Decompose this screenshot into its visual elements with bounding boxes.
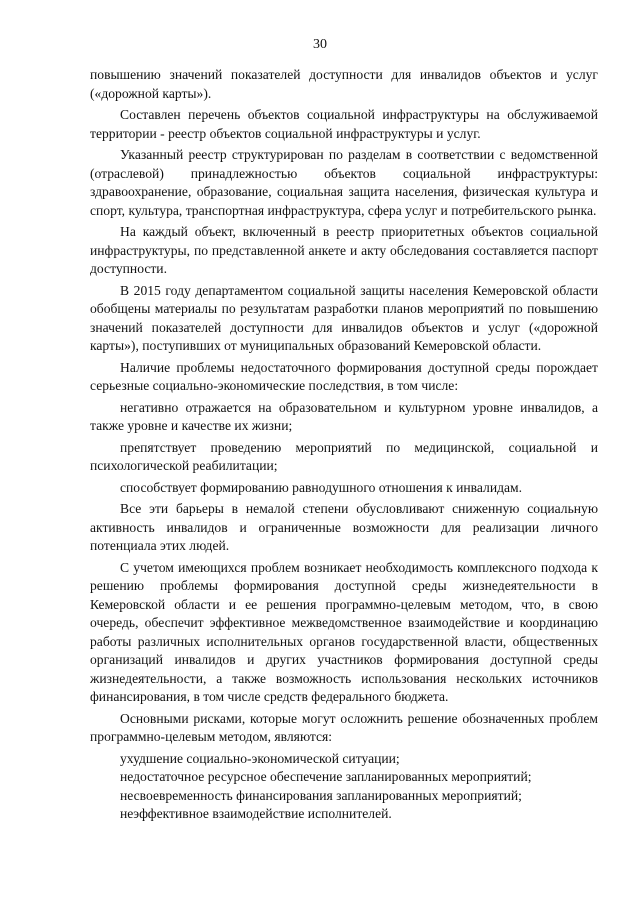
paragraph: Указанный реестр структурирован по разделам в соответствии с ведомственной (отраслевой) принадлежностью объектов социальной инфраструктуры: здравоохранение, образование, социальная защита населения, физическая культура и спорт, культура, транспортная инфраструктура, сфера услуг и потребительского рынка. [90, 147, 598, 218]
risk-list-item: несвоевременность финансирования запланированных мероприятий; [120, 787, 522, 803]
risk-list-item: недостаточное ресурсное обеспечение запланированных мероприятий; [120, 769, 532, 784]
paragraph: С учетом имеющихся проблем возникает необходимость комплексного подхода к решению проблемы формирования доступной среды жизнедеятельности в Кемеровской области и ее решения программно-целевым методом, что, в свою очередь, обеспечит эффективное межведомственное взаимодействие и координацию работы различных исполнительных органов государственной власти, общественных организаций инвалидов и других участников формирования доступной среды жизнедеятельности, а также возможность использования нескольких источников финансирования, в том числе средств федерального бюджета. [90, 559, 598, 704]
paragraph: Основными рисками, которые могут осложнить решение обозначенных проблем программно-целевым методом, являются: [90, 710, 598, 744]
paragraph: негативно отражается на образовательном и культурном уровне инвалидов, а также уровне и качестве их жизни; [90, 399, 598, 433]
paragraph: повышению значений показателей доступности для инвалидов объектов и услуг («дорожной карты»). [90, 67, 598, 101]
paragraph: препятствует проведению мероприятий по медицинской, социальной и психологической реабилитации; [90, 439, 598, 473]
risk-list-item: ухудшение социально-экономической ситуации; [120, 750, 400, 766]
risk-list-item: неэффективное взаимодействие исполнителей. [120, 806, 392, 821]
page-number: 30 [313, 37, 327, 52]
paragraph: На каждый объект, включенный в реестр приоритетных объектов социальной инфраструктуры, по представленной анкете и акту обследования составляется паспорт доступности. [90, 224, 598, 276]
paragraph: В 2015 году департаментом социальной защиты населения Кемеровской области обобщены материалы по результатам разработки планов мероприятий по повышению значений показателей доступности для инвалидов объектов и услуг («дорожной карты»), поступивших от муниципальных образований Кемеровской области. [90, 282, 598, 353]
paragraph: Наличие проблемы недостаточного формирования доступной среды порождает серьезные социально-экономические последствия, в том числе: [90, 359, 598, 393]
paragraph: Все эти барьеры в немалой степени обусловливают сниженную социальную активность инвалидов и ограниченные возможности для реализации личного потенциала этих людей. [90, 501, 598, 553]
paragraph: способствует формированию равнодушного отношения к инвалидам. [120, 479, 523, 495]
document-body [90, 66, 598, 824]
paragraph: Составлен перечень объектов социальной инфраструктуры на обслуживаемой территории - реестр объектов социальной инфраструктуры и услуг. [90, 107, 598, 141]
